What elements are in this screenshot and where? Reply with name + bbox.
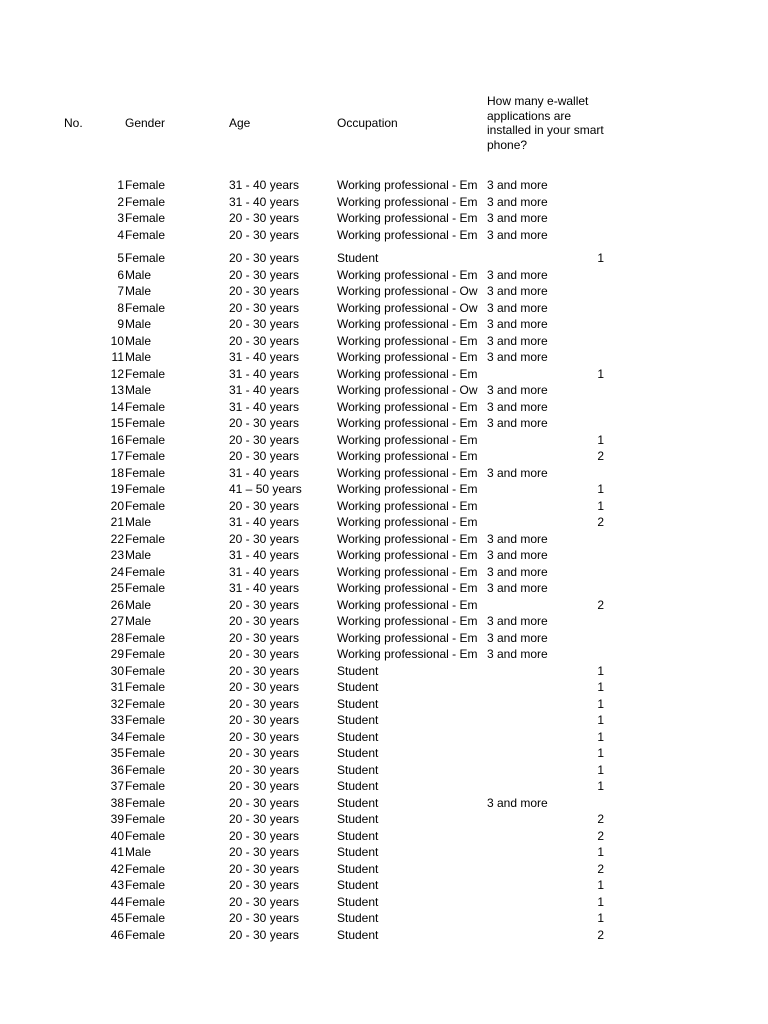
table-row: [0, 646, 768, 662]
row-answer-text: 3 and more: [487, 350, 548, 364]
row-gender: Female: [125, 828, 166, 843]
row-age: 20 - 30 years: [229, 861, 300, 876]
row-no: 15: [110, 416, 124, 430]
row-occupation: Working professional - Em: [337, 350, 478, 364]
row-age: 20 - 30 years: [229, 729, 300, 744]
row-no: 26: [110, 597, 124, 612]
table-row: [0, 597, 768, 613]
row-age: 31 - 40 years: [229, 366, 300, 381]
row-no: 2: [117, 194, 124, 209]
row-answer-num: 2: [597, 828, 604, 843]
row-no: 42: [110, 861, 124, 876]
row-no: 6: [117, 267, 124, 282]
row-gender: Female: [125, 498, 166, 513]
table-row: [0, 399, 768, 415]
header-age: Age: [229, 116, 251, 130]
row-occupation: Student: [337, 927, 379, 942]
row-answer-text: 3 and more: [487, 227, 548, 242]
row-age: 20 - 30 years: [229, 713, 300, 727]
header-no: No.: [64, 116, 83, 130]
row-no: 30: [110, 663, 124, 678]
row-age: 20 - 30 years: [229, 498, 300, 513]
table-row: [0, 382, 768, 398]
row-gender: Female: [125, 729, 166, 744]
row-occupation: Student: [337, 680, 379, 694]
row-gender: Female: [125, 663, 166, 678]
row-answer-num: 1: [597, 845, 604, 859]
table-row: [0, 210, 768, 226]
table-row: [0, 514, 768, 530]
row-answer-num: 2: [597, 812, 604, 826]
row-answer-text: 3 and more: [487, 300, 548, 315]
table-row: [0, 316, 768, 332]
row-gender: Female: [125, 416, 166, 430]
row-answer-text: 3 and more: [487, 465, 548, 480]
row-answer-text: 3 and more: [487, 211, 548, 225]
row-age: 20 - 30 years: [229, 614, 300, 628]
row-answer-text: 3 and more: [487, 399, 548, 414]
table-row: [0, 432, 768, 448]
row-age: 20 - 30 years: [229, 597, 300, 612]
table-row: [0, 267, 768, 283]
row-occupation: Working professional - Em: [337, 581, 478, 595]
row-answer-num: 1: [597, 680, 604, 694]
row-age: 31 - 40 years: [229, 465, 300, 480]
row-age: 31 - 40 years: [229, 548, 300, 562]
row-occupation: Working professional - Em: [337, 531, 478, 546]
table-row: [0, 712, 768, 728]
row-no: 25: [110, 581, 124, 595]
row-age: 20 - 30 years: [229, 647, 300, 661]
row-gender: Female: [125, 194, 166, 209]
row-occupation: Working professional - Em: [337, 482, 478, 496]
row-age: 20 - 30 years: [229, 927, 300, 942]
row-gender: Female: [125, 779, 166, 793]
row-gender: Female: [125, 696, 166, 711]
row-answer-num: 1: [597, 251, 604, 265]
row-gender: Female: [125, 861, 166, 876]
row-answer-text: 3 and more: [487, 284, 548, 298]
row-no: 31: [110, 680, 124, 694]
row-age: 20 - 30 years: [229, 828, 300, 843]
row-occupation: Student: [337, 663, 379, 678]
table-row: [0, 547, 768, 563]
row-occupation: Working professional - Em: [337, 548, 478, 562]
table-row: [0, 745, 768, 761]
row-gender: Female: [125, 432, 166, 447]
row-gender: Female: [125, 911, 166, 925]
row-no: 17: [110, 449, 124, 463]
row-answer-num: 1: [597, 894, 604, 909]
row-no: 29: [110, 647, 124, 661]
row-age: 20 - 30 years: [229, 211, 300, 225]
row-gender: Male: [125, 267, 152, 282]
row-no: 40: [110, 828, 124, 843]
row-no: 35: [110, 746, 124, 760]
row-age: 20 - 30 years: [229, 416, 300, 430]
row-answer-num: 1: [597, 746, 604, 760]
row-age: 20 - 30 years: [229, 449, 300, 463]
row-gender: Female: [125, 211, 166, 225]
table-row: [0, 415, 768, 431]
row-age: 31 - 40 years: [229, 194, 300, 209]
row-age: 41 – 50 years: [229, 482, 302, 496]
table-row: [0, 811, 768, 827]
row-occupation: Working professional - Em: [337, 178, 478, 192]
table-row: [0, 580, 768, 596]
row-no: 33: [110, 713, 124, 727]
row-no: 10: [110, 333, 124, 348]
row-no: 38: [110, 795, 124, 810]
table-row: [0, 910, 768, 926]
row-answer-num: 1: [597, 482, 604, 496]
row-gender: Male: [125, 333, 152, 348]
row-age: 20 - 30 years: [229, 680, 300, 694]
table-row: [0, 663, 768, 679]
row-occupation: Student: [337, 251, 379, 265]
row-answer-num: 1: [597, 498, 604, 513]
row-gender: Female: [125, 227, 166, 242]
row-gender: Female: [125, 581, 166, 595]
row-age: 20 - 30 years: [229, 531, 300, 546]
table-row: [0, 481, 768, 497]
row-occupation: Working professional - Em: [337, 416, 478, 430]
row-answer-num: 2: [597, 597, 604, 612]
row-no: 20: [110, 498, 124, 513]
row-occupation: Working professional - Em: [337, 399, 478, 414]
row-no: 32: [110, 696, 124, 711]
row-no: 28: [110, 630, 124, 645]
row-gender: Female: [125, 812, 166, 826]
row-answer-text: 3 and more: [487, 267, 548, 282]
row-age: 20 - 30 years: [229, 845, 300, 859]
row-gender: Female: [125, 878, 166, 892]
row-no: 43: [110, 878, 124, 892]
row-answer-num: 1: [597, 432, 604, 447]
row-occupation: Student: [337, 845, 379, 859]
row-occupation: Working professional - Em: [337, 317, 478, 331]
row-age: 20 - 30 years: [229, 746, 300, 760]
row-answer-num: 1: [597, 663, 604, 678]
row-answer-num: 1: [597, 878, 604, 892]
table-row: [0, 762, 768, 778]
row-occupation: Student: [337, 878, 379, 892]
row-answer-num: 2: [597, 515, 604, 529]
row-no: 36: [110, 762, 124, 777]
table-row: [0, 696, 768, 712]
row-gender: Male: [125, 614, 152, 628]
row-no: 45: [110, 911, 124, 925]
row-gender: Female: [125, 366, 166, 381]
row-age: 31 - 40 years: [229, 399, 300, 414]
row-occupation: Working professional - Em: [337, 366, 478, 381]
row-no: 1: [117, 178, 124, 192]
row-answer-num: 2: [597, 861, 604, 876]
row-gender: Male: [125, 548, 152, 562]
row-age: 20 - 30 years: [229, 878, 300, 892]
row-occupation: Working professional - Em: [337, 630, 478, 645]
row-no: 7: [117, 284, 124, 298]
row-answer-num: 1: [597, 779, 604, 793]
row-occupation: Working professional - Em: [337, 194, 478, 209]
row-gender: Female: [125, 795, 166, 810]
table-row: [0, 194, 768, 210]
row-answer-num: 1: [597, 729, 604, 744]
row-occupation: Student: [337, 696, 379, 711]
row-no: 27: [110, 614, 124, 628]
row-no: 37: [110, 779, 124, 793]
row-age: 20 - 30 years: [229, 251, 300, 265]
row-age: 20 - 30 years: [229, 911, 300, 925]
row-gender: Male: [125, 515, 152, 529]
row-occupation: Student: [337, 795, 379, 810]
table-row: [0, 564, 768, 580]
row-age: 31 - 40 years: [229, 564, 300, 579]
row-occupation: Working professional - Em: [337, 498, 478, 513]
row-no: 24: [110, 564, 124, 579]
row-age: 31 - 40 years: [229, 383, 300, 397]
table-row: [0, 861, 768, 877]
row-age: 31 - 40 years: [229, 350, 300, 364]
row-gender: Female: [125, 927, 166, 942]
row-answer-text: 3 and more: [487, 333, 548, 348]
row-age: 20 - 30 years: [229, 779, 300, 793]
table-row: [0, 227, 768, 243]
table-row: [0, 828, 768, 844]
table-row: [0, 795, 768, 811]
row-gender: Male: [125, 597, 152, 612]
table-row: [0, 349, 768, 365]
row-age: 20 - 30 years: [229, 432, 300, 447]
row-no: 23: [110, 548, 124, 562]
row-answer-num: 2: [597, 449, 604, 463]
row-gender: Female: [125, 178, 166, 192]
row-occupation: Working professional - Em: [337, 227, 478, 242]
row-answer-text: 3 and more: [487, 581, 548, 595]
row-gender: Female: [125, 465, 166, 480]
row-occupation: Student: [337, 911, 379, 925]
row-no: 14: [110, 399, 124, 414]
row-occupation: Student: [337, 762, 379, 777]
table-row: [0, 927, 768, 943]
row-age: 31 - 40 years: [229, 515, 300, 529]
row-answer-text: 3 and more: [487, 614, 548, 628]
row-no: 22: [110, 531, 124, 546]
row-occupation: Working professional - Em: [337, 597, 478, 612]
row-answer-text: 3 and more: [487, 548, 548, 562]
row-occupation: Student: [337, 861, 379, 876]
table-row: [0, 877, 768, 893]
table-row: [0, 283, 768, 299]
row-occupation: Working professional - Em: [337, 449, 478, 463]
row-answer-text: 3 and more: [487, 630, 548, 645]
row-answer-num: 1: [597, 366, 604, 381]
row-age: 20 - 30 years: [229, 663, 300, 678]
row-age: 20 - 30 years: [229, 812, 300, 826]
table-row: [0, 844, 768, 860]
table-row: [0, 778, 768, 794]
row-gender: Female: [125, 251, 166, 265]
row-occupation: Working professional - Em: [337, 432, 478, 447]
table-row: [0, 448, 768, 464]
row-occupation: Student: [337, 729, 379, 744]
row-age: 20 - 30 years: [229, 762, 300, 777]
row-age: 20 - 30 years: [229, 795, 300, 810]
row-answer-text: 3 and more: [487, 564, 548, 579]
row-answer-text: 3 and more: [487, 383, 548, 397]
row-occupation: Working professional - Em: [337, 333, 478, 348]
row-occupation: Working professional - Em: [337, 564, 478, 579]
row-gender: Female: [125, 762, 166, 777]
row-answer-num: 1: [597, 713, 604, 727]
row-gender: Male: [125, 284, 152, 298]
row-occupation: Working professional - Em: [337, 465, 478, 480]
row-age: 20 - 30 years: [229, 894, 300, 909]
row-gender: Female: [125, 647, 166, 661]
row-age: 31 - 40 years: [229, 178, 300, 192]
row-answer-text: 3 and more: [487, 416, 548, 430]
row-no: 19: [110, 482, 124, 496]
row-occupation: Working professional - Em: [337, 614, 478, 628]
row-occupation: Student: [337, 779, 379, 793]
row-gender: Female: [125, 630, 166, 645]
row-no: 16: [110, 432, 124, 447]
row-occupation: Working professional - Em: [337, 267, 478, 282]
table-row: [0, 366, 768, 382]
row-answer-num: 2: [597, 927, 604, 942]
row-gender: Male: [125, 845, 152, 859]
row-no: 4: [117, 227, 124, 242]
row-no: 11: [111, 350, 124, 364]
row-no: 44: [110, 894, 124, 909]
row-no: 34: [110, 729, 124, 744]
row-no: 46: [110, 927, 124, 942]
row-gender: Female: [125, 449, 166, 463]
row-gender: Female: [125, 894, 166, 909]
table-row: [0, 177, 768, 193]
row-no: 13: [110, 383, 124, 397]
row-gender: Female: [125, 564, 166, 579]
row-answer-text: 3 and more: [487, 531, 548, 546]
row-no: 39: [110, 812, 124, 826]
row-gender: Female: [125, 680, 166, 694]
row-age: 20 - 30 years: [229, 333, 300, 348]
row-gender: Female: [125, 531, 166, 546]
row-occupation: Student: [337, 812, 379, 826]
row-age: 20 - 30 years: [229, 317, 300, 331]
row-no: 18: [110, 465, 124, 480]
table-row: [0, 465, 768, 481]
row-answer-text: 3 and more: [487, 178, 548, 192]
row-gender: Male: [125, 350, 152, 364]
table-row: [0, 894, 768, 910]
row-age: 20 - 30 years: [229, 284, 300, 298]
row-answer-text: 3 and more: [487, 647, 548, 661]
row-no: 8: [117, 300, 124, 315]
row-no: 21: [110, 515, 124, 529]
row-answer-text: 3 and more: [487, 795, 548, 810]
table-row: [0, 679, 768, 695]
row-age: 31 - 40 years: [229, 581, 300, 595]
row-age: 20 - 30 years: [229, 227, 300, 242]
row-age: 20 - 30 years: [229, 300, 300, 315]
row-answer-num: 1: [597, 696, 604, 711]
header-ewallet-question: How many e-wallet applications are installed in your smart phone?: [487, 94, 604, 152]
row-gender: Female: [125, 746, 166, 760]
header-gender: Gender: [125, 116, 166, 130]
row-gender: Male: [125, 383, 152, 397]
row-gender: Female: [125, 399, 166, 414]
row-gender: Male: [125, 317, 152, 331]
row-answer-text: 3 and more: [487, 194, 548, 209]
row-occupation: Working professional - Ow: [337, 383, 478, 397]
row-age: 20 - 30 years: [229, 267, 300, 282]
table-row: [0, 498, 768, 514]
row-gender: Female: [125, 482, 166, 496]
row-answer-num: 1: [597, 762, 604, 777]
row-age: 20 - 30 years: [229, 696, 300, 711]
row-no: 3: [117, 211, 124, 225]
row-occupation: Student: [337, 828, 379, 843]
table-row: [0, 531, 768, 547]
row-no: 9: [117, 317, 124, 331]
table-row: [0, 630, 768, 646]
row-answer-num: 1: [597, 911, 604, 925]
row-no: 5: [117, 251, 124, 265]
header-occupation: Occupation: [337, 116, 398, 130]
row-gender: Female: [125, 300, 166, 315]
row-occupation: Working professional - Ow: [337, 300, 478, 315]
row-answer-text: 3 and more: [487, 317, 548, 331]
row-occupation: Working professional - Em: [337, 515, 478, 529]
row-occupation: Working professional - Em: [337, 647, 478, 661]
table-row: [0, 613, 768, 629]
table-row: [0, 333, 768, 349]
row-occupation: Student: [337, 894, 379, 909]
row-gender: Female: [125, 713, 166, 727]
row-occupation: Working professional - Ow: [337, 284, 478, 298]
row-age: 20 - 30 years: [229, 630, 300, 645]
table-row: [0, 250, 768, 266]
row-occupation: Student: [337, 746, 379, 760]
table-row: [0, 729, 768, 745]
row-occupation: Working professional - Em: [337, 211, 478, 225]
table-row: [0, 300, 768, 316]
row-no: 12: [110, 366, 124, 381]
row-no: 41: [110, 845, 124, 859]
row-occupation: Student: [337, 713, 379, 727]
